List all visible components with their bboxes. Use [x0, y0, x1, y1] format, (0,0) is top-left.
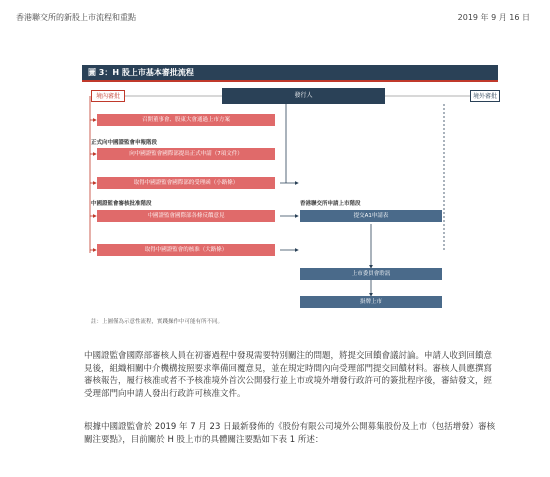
- step-feedback: 中國證監會國際部各條反饋意見: [97, 210, 275, 222]
- step-accept-notice: 取得中國證監會國際部的受理函（小路條）: [97, 177, 275, 189]
- body-paragraph-2: 根據中國證監會於 2019 年 7 月 23 日最新發佈的《股份有限公司境外公開募集股份及上市（包括增發）審核關注要點》，目前關於 H 股上市的具體關注要點如下表 1 所述：: [84, 422, 496, 445]
- step-hearing: 上市委員會聆訊: [300, 268, 442, 280]
- phase-csrc-application: 正式向中國證監會申報階段: [91, 140, 158, 146]
- step-a1-form: 提交A1申請表: [300, 210, 442, 222]
- step-board-meeting: 召開董事會、股東大會通過上市方案: [97, 114, 275, 126]
- overseas-approval-label: 境外審批: [470, 90, 500, 102]
- figure-title: 圖 3：H 股上市基本審批流程: [82, 65, 498, 80]
- phase-hkex-application: 香港聯交所申請上市階段: [300, 201, 361, 207]
- step-approval: 取得中國證監會的核准（大路條）: [97, 244, 275, 256]
- header-date: 2019 年 9 月 16 日: [457, 13, 530, 22]
- phase-csrc-review: 中國證監會審核批准階段: [91, 201, 152, 207]
- step-listing: 掛牌上市: [300, 296, 442, 308]
- domestic-approval-label: 境內審批: [91, 90, 125, 102]
- issuer-box: 發行人: [222, 88, 385, 104]
- step-submit-csrc: 向中國證監會國際部提出正式申請（7項文件）: [97, 148, 275, 160]
- figure-note: 註：上圖僅為示意性流程，實踐操作中可能有所不同。: [91, 319, 224, 325]
- body-paragraph-1: 中國證監會國際部審核人員在初審過程中發現需要特別關注的問題，將提交回饋會議討論。申請人收到回饋意見後，組織相關中介機構按照要求準備回覆意見，並在規定時間內向受理部門提交回饋材料。審核人員應撰寫審核報告，履行核准或者不予核准境外首次公開發行並上市或境外增發行政許可的簽批程序後，審結發文，經受理部門向申請人發出行政許可核准文件。: [84, 351, 493, 399]
- header-title: 香港聯交所的新股上市流程和重點: [16, 13, 136, 22]
